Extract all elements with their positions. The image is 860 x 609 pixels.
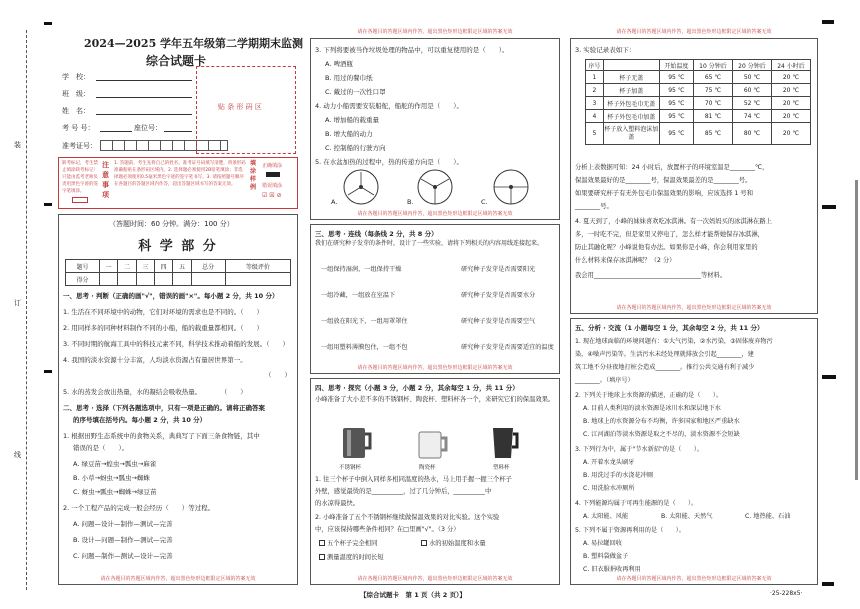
analyze-q2-optB: B. 地球上的水资源分布不均衡，许多国家和地区严重缺水 <box>583 418 740 425</box>
panel-middle-top <box>310 29 560 220</box>
analyze-q5-optB: B. 塑料袋做盆子 <box>583 553 629 560</box>
analyze-q1-d: ________。（填序号） <box>575 377 634 384</box>
analyze-q4-optC: C. 地热能、石油 <box>745 513 791 520</box>
correct-label: 正确填涂 <box>262 163 283 169</box>
correct-fill-sample <box>266 172 280 177</box>
cell: 70 ℃ <box>693 97 732 110</box>
right-q4-a: 4. 夏天到了，小峰的妹妹喜欢吃冰淇淋。有一次妈妈买的冰淇淋在路上 <box>575 218 772 225</box>
choice-q1-a: 1. 根据田野生态系统中的食物关系，典典写了下面三条食物链，其中 <box>63 432 260 440</box>
cell: 20 ℃ <box>771 97 810 110</box>
cell: 20 ℃ <box>771 84 810 97</box>
label-name: 姓 名： <box>62 107 90 115</box>
warn-bottom-left: 请在各题目的答题区域内作答，超出黑色矩形边框限定区域的答案无效 <box>100 576 256 582</box>
cell: 3 <box>586 97 604 110</box>
cell: 95 ℃ <box>659 110 693 123</box>
link-left-1: 一组保持湿润，一组保持干燥 <box>321 266 402 273</box>
th: 10 分钟后 <box>693 60 732 71</box>
analyze-q5-optC: C. 旧衣服捐收再利用 <box>583 566 641 573</box>
choice-q2-optC: C. 问题—制作—测试—设计—完善 <box>73 552 173 560</box>
field-exam-no[interactable] <box>100 131 132 132</box>
warn-mid-3: 请在各题目的答题区域内作答，超出黑色矩形边框限定区域的答案无效 <box>357 576 513 582</box>
heat-figure-a <box>341 167 381 207</box>
binding-zhuang: 装 <box>14 141 21 149</box>
score-cell[interactable] <box>118 273 136 286</box>
mid-q4-optC: C. 控制船的行驶方向 <box>325 144 386 152</box>
record-table <box>585 59 811 145</box>
explore-opt-3[interactable] <box>319 553 384 563</box>
option-label: 测量温度的时间长短 <box>327 554 384 561</box>
score-col: 五 <box>173 260 191 273</box>
analyze-q4-optA: A. 太阳能、风能 <box>583 513 629 520</box>
cell: 95 ℃ <box>659 84 693 97</box>
checkbox[interactable] <box>421 540 427 546</box>
binding-line <box>26 30 27 590</box>
explore-opt-2[interactable] <box>421 539 486 549</box>
th: 24 小时后 <box>771 60 810 71</box>
link-right-3: 研究种子发芽是否需要空气 <box>461 318 536 325</box>
section-4-desc: 小峰准备了大小差不多的不锈钢杯、陶瓷杯、塑料杯各一个，来研究它们的保温效果。 <box>315 396 555 403</box>
option-label: 水的初始温度和水量 <box>429 540 486 547</box>
page-edge <box>855 180 858 480</box>
footer-page: 【综合试题卡 第 1 页（共 2 页）】 <box>360 591 466 599</box>
absent-note: 缺考标记，考生禁止填涂缺考标记！只能由监考老师负责用黑色字迹的签字笔填涂。 <box>62 161 98 194</box>
choice-q1-optB: B. 小草→蚜虫→瓢虫→蜘蛛 <box>73 474 150 482</box>
score-cell[interactable] <box>154 273 172 286</box>
checkbox[interactable] <box>319 540 325 546</box>
cell: 杯子外包毛巾无盖 <box>603 97 659 110</box>
analyze-q2: 2. 下列关于地球上水资源的描述，正确的是（ ）。 <box>575 392 723 399</box>
explore-q1-b: 外壁，感觉最烫的是__________，过了几分钟后，__________中 <box>315 488 492 495</box>
choice-q2: 2. 一个工程产品的完成一般会经历（ ）等过程。 <box>63 504 215 512</box>
corner-mark-br <box>822 582 834 586</box>
footer-code: ·25-228x5· <box>770 590 803 597</box>
ceramic-cup <box>415 429 451 461</box>
cell: 20 ℃ <box>771 123 810 145</box>
cell: 20 ℃ <box>771 71 810 84</box>
link-left-3: 一组放在阳光下，一组用罩罩住 <box>321 318 408 325</box>
heat-figure-c <box>491 167 531 207</box>
label-school: 学 校： <box>62 73 90 81</box>
wrong-fill-sample: ☑ ☒ ⊘ <box>262 192 282 199</box>
warn-mid-1: 请在各题目的答题区域内作答，超出黑色矩形边框限定区域的答案无效 <box>357 211 513 217</box>
cell: 1 <box>586 71 604 84</box>
score-cell[interactable] <box>225 273 290 286</box>
panel-right-bottom <box>570 318 818 585</box>
analyze-q5-optA: A. 易拉罐回收 <box>583 540 622 547</box>
barcode-label: 贴 条 形 码 区 <box>218 103 262 111</box>
score-col: 题号 <box>66 260 100 273</box>
analysis-1: 分析上表数据可知：24 小时后，放置杯子的环境室温是________℃， <box>575 164 769 171</box>
checkbox[interactable] <box>319 554 325 560</box>
panel-middle-link <box>310 224 560 374</box>
cell: 20 ℃ <box>771 110 810 123</box>
cell: 74 ℃ <box>732 110 771 123</box>
analyze-q1-b: 染，④噪声污染等。生活污水未经处理就排放会引起________，建 <box>575 351 754 358</box>
notes-body: 1. 答题前，考生先将自己的姓名、准考证号码填写清楚，将条形码准确粘贴在条形码区域内。2. 选择题必须使用2B铅笔填涂；非选择题必须使用0.5毫米黑色字迹的签字笔书写。3. 请按照题号顺序在各题目的答题区域内作答，超出答题区域书写的答案无效。 <box>114 161 246 187</box>
cell: 4 <box>586 110 604 123</box>
wrong-label: 错误填涂 <box>262 183 283 189</box>
mid-q4-optA: A. 增加船的载重量 <box>325 116 379 124</box>
section-3-heading: 三、思考 · 连线（每条线 2 分，共 8 分） <box>315 230 438 238</box>
warn-right-2: 请在各题目的答题区域内作答，超出黑色矩形边框限定区域的答案无效 <box>616 576 772 582</box>
link-left-2: 一组冷藏，一组放在室温下 <box>321 292 396 299</box>
heat-label-a: A. <box>331 198 338 206</box>
section-5-heading: 五、分析 · 交流（1 小题每空 1 分，其余每空 2 分，共 11 分） <box>575 324 764 332</box>
cell: 95 ℃ <box>659 71 693 84</box>
score-col: 总分 <box>191 260 225 273</box>
warn-mid-2: 请在各题目的答题区域内作答，超出黑色矩形边框限定区域的答案无效 <box>357 365 513 371</box>
mid-q4: 4. 动力小船需要安装船舵，船舵的作用是（ ）。 <box>315 102 464 110</box>
analysis-3: 如果要研究杯子有无外包毛巾保温效果的影响，应该选择 1 号和 <box>575 190 754 197</box>
side-mark-4 <box>44 370 52 373</box>
panel-middle-explore <box>310 378 560 585</box>
heat-label-c: C. <box>481 198 488 206</box>
choice-q2-optB: B. 设计—问题—制作—测试—完善 <box>73 536 173 544</box>
mid-q4-optB: B. 增大船的动力 <box>325 130 373 138</box>
section-2-heading-a: 二、思考 · 选择（下列各题选项中，只有一项是正确的。请将正确答案 <box>63 404 265 412</box>
score-row-label: 得分 <box>66 273 100 286</box>
cell: 95 ℃ <box>659 97 693 110</box>
right-q4-b: 多，一时吃不完，但是家里又停电了，怎么样才能帮她保存冰淇淋， <box>575 231 764 238</box>
cell: 50 ℃ <box>732 71 771 84</box>
right-q4-c: 防止其融化呢？小峰说他有办法。如果你是小峰，你会利用家里的 <box>575 244 758 251</box>
th: 序号 <box>586 60 604 71</box>
cell: 65 ℃ <box>693 71 732 84</box>
cell: 2 <box>586 84 604 97</box>
absent-mark-box[interactable] <box>72 197 88 203</box>
cell: 杯子加盖 <box>603 84 659 97</box>
analyze-q1-c: 筑工地不分昼夜地打桩会造成________。推行公共交通有利于减少 <box>575 364 755 371</box>
heat-label-b: B. <box>407 198 414 206</box>
panel-left <box>58 214 298 585</box>
link-right-1: 研究种子发芽是否需要阳光 <box>461 266 536 273</box>
score-col: 一 <box>100 260 118 273</box>
page-subtitle: 综合试题卡 <box>146 54 207 68</box>
heat-figure-b <box>415 167 455 207</box>
cell: 杯子放入塑料泡沫加盖 <box>603 123 659 145</box>
label-ticket: 准考证号： <box>62 142 97 150</box>
analyze-q3-optC: C. 用洗脸水冲厕所 <box>583 485 635 492</box>
explore-opt-1[interactable] <box>319 539 377 549</box>
score-col: 四 <box>154 260 172 273</box>
cell: 81 ℃ <box>693 110 732 123</box>
corner-mark-tr <box>822 20 834 24</box>
panel-right-top <box>570 29 818 314</box>
analyze-q4: 4. 下列能源均属于可再生能源的是（ ）。 <box>575 500 698 507</box>
link-left-4: 一组用塑料薄膜包住，一组不包 <box>321 344 408 351</box>
analysis-4: ________号。 <box>575 203 613 210</box>
link-right-2: 研究种子发芽是否需要水分 <box>461 292 536 299</box>
label-class: 班 级： <box>62 90 90 98</box>
cup-label-ceramic: 陶瓷杯 <box>419 465 436 471</box>
cell: 5 <box>586 123 604 145</box>
judge-q4-paren: （ ） <box>265 371 291 379</box>
section-1-heading: 一、思考 · 判断（正确的画"√"，错误的画"×"。每小题 2 分，共 10 分） <box>63 292 279 300</box>
link-right-4: 研究种子发芽是否需要适宜的温度 <box>461 344 554 351</box>
cell: 85 ℃ <box>693 123 732 145</box>
explore-q1-a: 1. 往三个杯子中倒入同样多相同温度的热水，马上用手握一握三个杯子 <box>315 476 512 483</box>
section-4-heading: 四、思考 · 探究（小题 3 分，小题 2 分，其余每空 1 分，共 11 分） <box>315 384 519 392</box>
field-school[interactable] <box>96 80 192 81</box>
cell: 80 ℃ <box>732 123 771 145</box>
score-table <box>65 259 291 286</box>
warn-top-middle: 请在各题目的答题区域内作答，超出黑色矩形边框限定区域的答案无效 <box>357 29 513 35</box>
score-col: 等级评价 <box>225 260 290 273</box>
analysis-2: 保温效果最好的是________号，保温效果最差的是________号。 <box>575 177 752 184</box>
explore-q2-a: 2. 小峰准备了五个不锈钢杯继续做保温效果的对比实验。这个实验 <box>315 514 500 521</box>
cell: 95 ℃ <box>659 123 693 145</box>
exam-time: （答题时间：60 分钟。满分：100 分） <box>109 220 234 228</box>
field-seat[interactable] <box>164 131 192 132</box>
warn-top-right: 请在各题目的答题区域内作答，超出黑色矩形边框限定区域的答案无效 <box>616 29 772 35</box>
judge-q4: 4. 我国的淡水资源十分丰富，人均淡水资源占有量居世界第一。 <box>63 356 247 364</box>
score-cell[interactable] <box>191 273 225 286</box>
right-q4-d: 什么材料来保存冰淇淋呢？（2 分） <box>575 257 676 264</box>
explore-q2-b: 中，应该保持哪些条件相同？在□里画"√"。（3 分） <box>315 526 460 533</box>
cell: 75 ℃ <box>693 84 732 97</box>
choice-q1-b: 错误的是（ ）。 <box>73 444 129 452</box>
score-cell[interactable] <box>173 273 191 286</box>
section-title: 科 学 部 分 <box>138 239 218 254</box>
steel-cup <box>339 425 375 461</box>
corner-mark-tl <box>44 22 52 25</box>
analyze-q2-optC: C. 江河湖泊等淡水资源是取之不尽的，淡水资源不会短缺 <box>583 431 740 438</box>
cell: 杯子无盖 <box>603 71 659 84</box>
binding-ding: 订 <box>14 299 21 307</box>
cell: 60 ℃ <box>732 84 771 97</box>
mid-q3-optC: C. 戴过的一次性口罩 <box>325 88 386 96</box>
cup-label-steel: 不锈钢杯 <box>339 465 362 471</box>
mid-q3-optB: B. 用过的餐巾纸 <box>325 74 373 82</box>
analyze-q3-optA: A. 开着水龙头刷牙 <box>583 459 635 466</box>
sample-title: 填涂样例 <box>250 160 257 191</box>
section-3-desc: 我们在研究种子发芽的条件时，设计了一些实验，请将下列相关的内容用线连接起来。 <box>315 240 544 247</box>
judge-q2: 2. 用同样多的同种材料制作不同的小船，船的载重量都相同。（ ） <box>63 324 264 332</box>
choice-q1-optA: A. 绿豆苗→蝗虫→瓢虫→麻雀 <box>73 460 157 468</box>
field-class[interactable] <box>96 97 192 98</box>
cell: 52 ℃ <box>732 97 771 110</box>
score-cell[interactable] <box>100 273 118 286</box>
analyze-q3-optB: B. 用洗过手的水浇花冲厕 <box>583 472 654 479</box>
judge-q5: 5. 水的蒸发会放出热量，水的凝结会吸收热量。 （ ） <box>63 388 247 396</box>
choice-q1-optC: C. 蚜虫→瓢虫→蜘蛛→绿豆苗 <box>73 488 157 496</box>
right-q4-e: 我会用__________________________________等材料。 <box>575 272 727 279</box>
label-seat: 座位号： <box>134 124 162 132</box>
cup-label-plastic: 塑料杯 <box>493 465 510 471</box>
side-mark-1 <box>822 205 836 209</box>
right-q3: 3. 实验记录表如下： <box>575 46 636 54</box>
page-title: 2024—2025 学年五年级第二学期期末监测 <box>84 37 304 50</box>
analyze-q5: 5. 下列不属于资源再利用的是（ ）。 <box>575 527 685 534</box>
mid-q3: 3. 下列将要被当作垃圾处理的物品中，可以重复使用的是（ ）。 <box>315 46 509 54</box>
analyze-q1-a: 1. 现在地球面临的环境问题有：①大气污染，②水污染，③固体废弃物污 <box>575 338 773 345</box>
binding-xian: 线 <box>14 451 21 459</box>
judge-q1: 1. 生活在不同环境中的动物，它们对环境的需求也是不同的。（ ） <box>63 308 264 316</box>
cell: 杯子外包毛巾加盖 <box>603 110 659 123</box>
side-mark-3 <box>44 203 52 206</box>
section-2-heading-b: 的序号填在括号内。每小题 2 分，共 10 分） <box>73 416 207 424</box>
mid-q3-optA: A. 啤酒瓶 <box>325 60 353 68</box>
score-col: 二 <box>118 260 136 273</box>
option-label: 五个杯子完全相同 <box>327 540 378 547</box>
th: 20 分钟后 <box>732 60 771 71</box>
notes-title: 注意事项 <box>102 161 109 199</box>
judge-q3: 3. 不同时期的航海工具中的科技元素不同，科学技术推动着船的发展。（ ） <box>63 340 290 348</box>
th: 开始温度 <box>659 60 693 71</box>
th <box>603 60 659 71</box>
explore-q1-c: 的水凉得最快。 <box>315 500 360 507</box>
choice-q2-optA: A. 问题—设计—制作—测试—完善 <box>73 520 173 528</box>
plastic-cup <box>487 425 523 461</box>
mid-q5: 5. 在水盆加热的过程中，热的传递方向是（ ）。 <box>315 158 464 166</box>
side-mark-2 <box>822 375 836 379</box>
label-exam-no: 考 号 号： <box>62 124 95 132</box>
warn-right-1: 请在各题目的答题区域内作答，超出黑色矩形边框限定区域的答案无效 <box>616 305 772 311</box>
score-cell[interactable] <box>136 273 154 286</box>
analyze-q4-optB: B. 太阳能、天然气 <box>661 513 713 520</box>
field-name[interactable] <box>96 114 192 115</box>
analyze-q3: 3. 下列行为中，属于"节水新招"的是（ ）。 <box>575 446 704 453</box>
score-col: 三 <box>136 260 154 273</box>
analyze-q2-optA: A. 目前人类利用的淡水资源是冰川水和深层地下水 <box>583 405 721 412</box>
